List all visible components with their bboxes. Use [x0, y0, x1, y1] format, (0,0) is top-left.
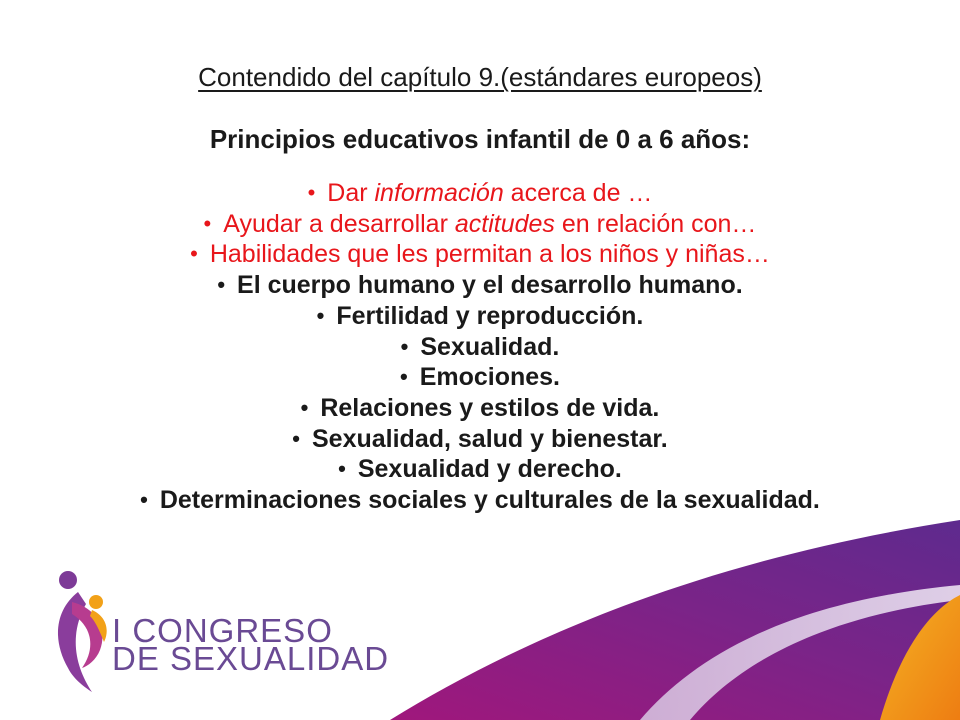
list-item	[0, 270, 960, 301]
list-item-text: Sexualidad.	[420, 332, 560, 361]
bullet-icon: •	[140, 487, 148, 513]
list-item-text: Relaciones y estilos de vida.	[320, 393, 660, 422]
list-item	[0, 454, 960, 485]
list-item-text: El cuerpo humano y el desarrollo humano.	[237, 271, 743, 300]
list-item	[0, 301, 960, 332]
bullet-icon: •	[316, 302, 325, 328]
logo-figure-icon	[58, 571, 107, 692]
list-item-text: Habilidades que les permitan a los niños y niñas…	[209, 240, 770, 269]
list-item	[0, 393, 960, 424]
list-item	[0, 424, 960, 455]
bullet-icon: •	[399, 364, 408, 390]
list-item-text: Determinaciones sociales y culturales de la sexualidad.	[159, 486, 820, 515]
list-item	[0, 178, 960, 209]
bullet-icon: •	[190, 241, 198, 267]
list-item-text: Emociones.	[419, 363, 561, 392]
bullet-icon: •	[203, 210, 212, 236]
list-item-text: Fertilidad y reproducción.	[336, 301, 644, 330]
list-item-text: Sexualidad, salud y bienestar.	[312, 424, 668, 453]
list-item	[0, 332, 960, 363]
list-item-emphasis: actitudes	[454, 209, 555, 238]
bullet-icon: •	[338, 456, 346, 482]
bullet-icon: •	[217, 272, 226, 298]
content-list	[0, 178, 960, 516]
list-item-text: Sexualidad y derecho.	[357, 455, 622, 484]
bullet-icon: •	[292, 425, 300, 451]
list-item-text-end: acerca de …	[503, 179, 653, 207]
list-item	[0, 362, 960, 393]
list-item-text: Ayudar a desarrollar	[223, 209, 455, 238]
section-heading: Principios educativos infantil de 0 a 6 años:	[209, 124, 751, 154]
list-item-emphasis: información	[374, 179, 504, 207]
slide-title: Contendido del capítulo 9.(estándares europeos)	[198, 62, 762, 92]
list-item-text-end: en relación con…	[554, 209, 757, 238]
logo-text-line1: I CONGRESO	[112, 612, 333, 649]
bullet-icon: •	[300, 394, 309, 420]
logo-text-line2: DE SEXUALIDAD	[112, 640, 390, 677]
bullet-icon: •	[400, 333, 409, 359]
list-item	[0, 209, 960, 240]
list-item	[0, 485, 960, 516]
list-item	[0, 239, 960, 270]
bullet-icon: •	[307, 180, 316, 205]
list-item-text: Dar	[327, 179, 375, 207]
